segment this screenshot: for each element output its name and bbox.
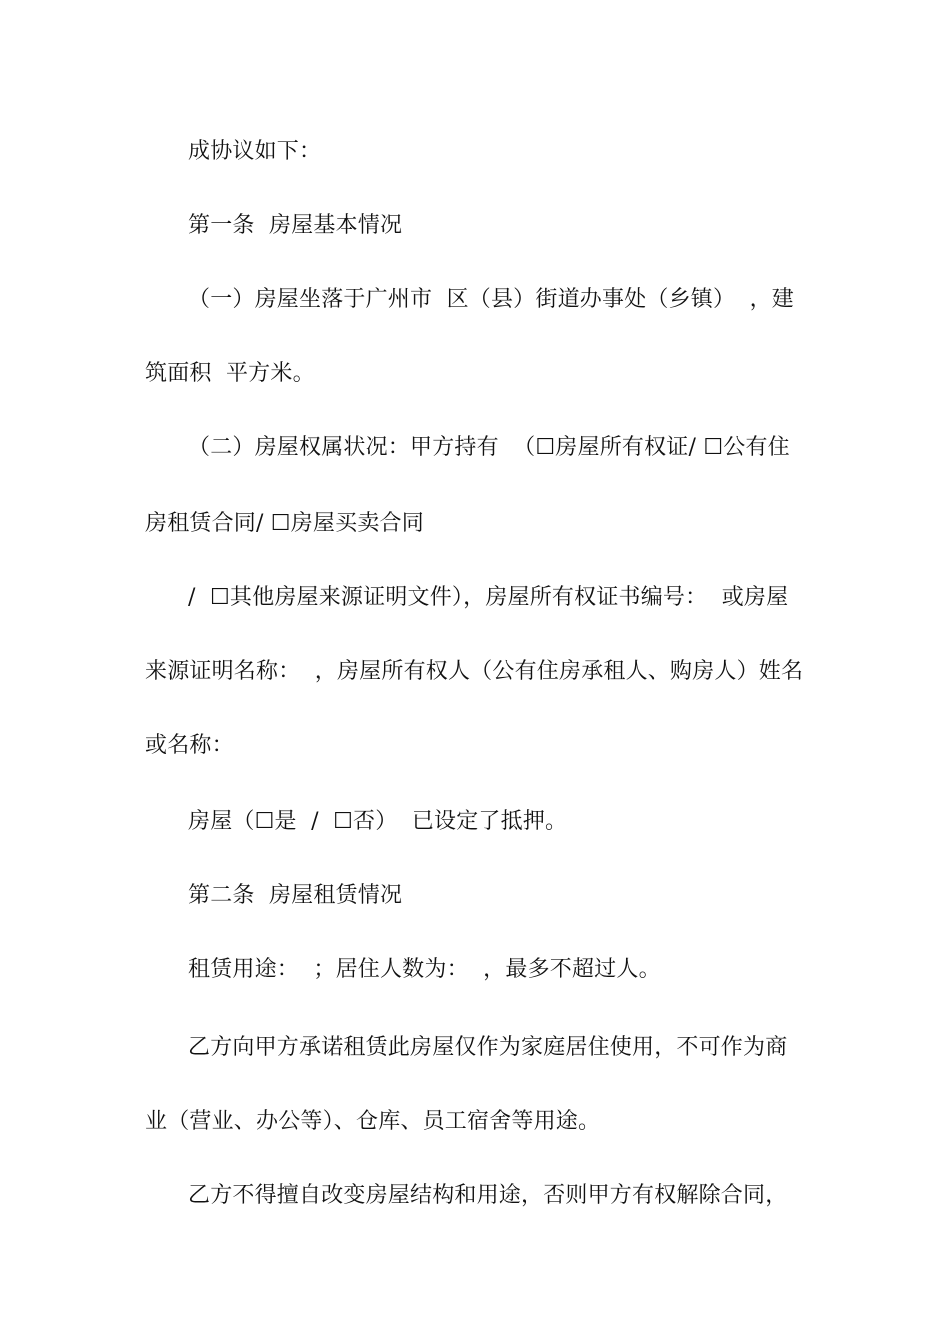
paragraph-line: 乙方向甲方承诺租赁此房屋仅作为家庭居住使用，不可作为商 xyxy=(188,1035,788,1060)
paragraph-line: 房租赁合同/ ☐房屋买卖合同 xyxy=(145,511,424,536)
paragraph-line: 房屋（☐是 / ☐否） 已设定了抵押。 xyxy=(188,809,568,834)
paragraph-line: / ☐其他房屋来源证明文件），房屋所有权证书编号： 或房屋 xyxy=(188,585,789,610)
paragraph-line: 乙方不得擅自改变房屋结构和用途，否则甲方有权解除合同， xyxy=(188,1183,788,1208)
paragraph-line: 租赁用途： ；居住人数为： ，最多不超过人。 xyxy=(188,957,661,982)
paragraph-line: 来源证明名称： ，房屋所有权人（公有住房承租人、购房人）姓名 xyxy=(145,659,804,684)
paragraph-line: 或名称： xyxy=(145,733,234,758)
paragraph-line: 成协议如下： xyxy=(188,139,322,164)
paragraph-line: （一）房屋坐落于广州市 区（县）街道办事处（乡镇） ，建 xyxy=(188,287,794,312)
paragraph-line: 业（营业、办公等）、仓库、员工宿舍等用途。 xyxy=(145,1109,601,1134)
article-heading: 第一条 房屋基本情况 xyxy=(188,213,403,238)
article-heading: 第二条 房屋租赁情况 xyxy=(188,883,403,908)
paragraph-line: 筑面积 平方米。 xyxy=(145,361,315,386)
paragraph-line: （二）房屋权属状况：甲方持有 （☐房屋所有权证/ ☐公有住 xyxy=(188,435,790,460)
